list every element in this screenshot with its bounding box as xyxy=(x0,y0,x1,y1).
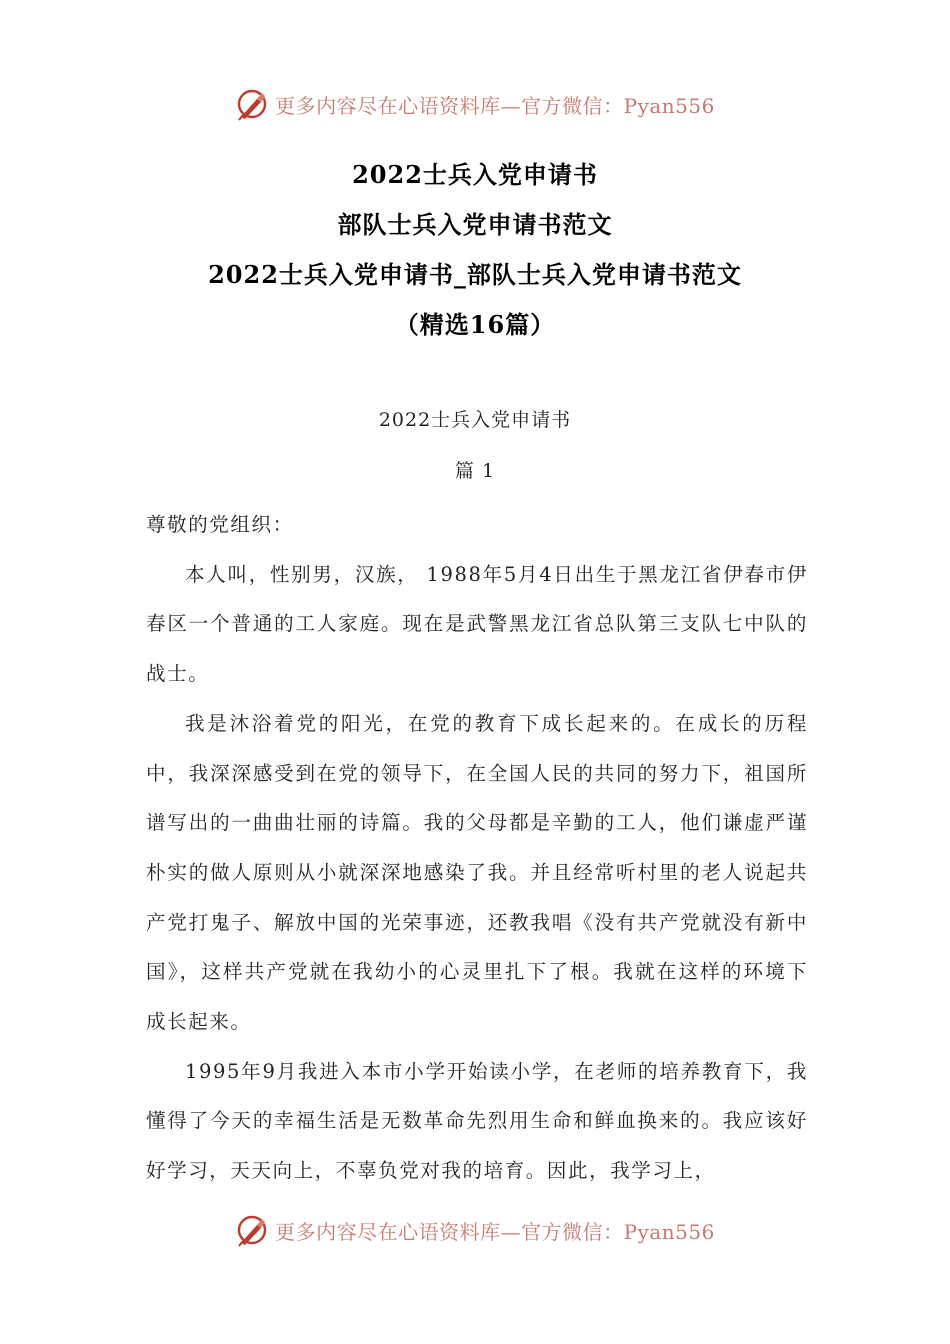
pen-logo-icon xyxy=(235,87,269,121)
salutation: 尊敬的党组织： xyxy=(146,513,294,536)
letter-body xyxy=(146,500,808,1196)
title-line-1: 2022士兵入党申请书 xyxy=(352,160,598,189)
pen-logo-icon xyxy=(235,1213,269,1247)
paragraph: 本人叫，性别男，汉族， 1988年5月4日出生于黑龙江省伊春市伊春区一个普通的工人家庭。现在是武警黑龙江省总队第三支队七中队的战士。 xyxy=(146,562,808,686)
title-line-3: 2022士兵入党申请书_部队士兵入党申请书范文 xyxy=(208,260,742,289)
chapter-label: 篇 1 xyxy=(454,460,496,482)
paragraph: 我是沐浴着党的阳光，在党的教育下成长起来的。在成长的历程中，我深深感受到在党的领导下，在全国人民的共同的努力下，祖国所谱写出的一曲曲壮丽的诗篇。我的父母都是辛勤的工人，他们谦虚严谨朴实的做人原则从小就深深地感染了我。并且经常听村里的老人说起共产党打鬼子、解放中国的光荣事迹，还教我唱《没有共产党就没有新中国》，这样共产党就在我幼小的心灵里扎下了根。我就在这样的环境下成长起来。 xyxy=(146,711,808,1034)
document-titles xyxy=(0,150,950,350)
section-heading: 2022士兵入党申请书 xyxy=(378,409,572,431)
paragraph: 1995年9月我进入本市小学开始读小学，在老师的培养教育下，我懂得了今天的幸福生活是无数革命先烈用生命和鲜血换来的。我应该好好学习，天天向上，不辜负党对我的培育。因此，我学习上， xyxy=(146,1059,808,1183)
title-line-2: 部队士兵入党申请书范文 xyxy=(337,210,613,239)
watermark-banner-bottom xyxy=(0,1210,950,1250)
watermark-text: 更多内容尽在心语资料库—官方微信：Pyan556 xyxy=(275,1219,715,1244)
watermark-banner-top xyxy=(0,84,950,124)
watermark-text: 更多内容尽在心语资料库—官方微信：Pyan556 xyxy=(275,93,715,118)
title-line-4: （精选16篇） xyxy=(394,310,556,339)
